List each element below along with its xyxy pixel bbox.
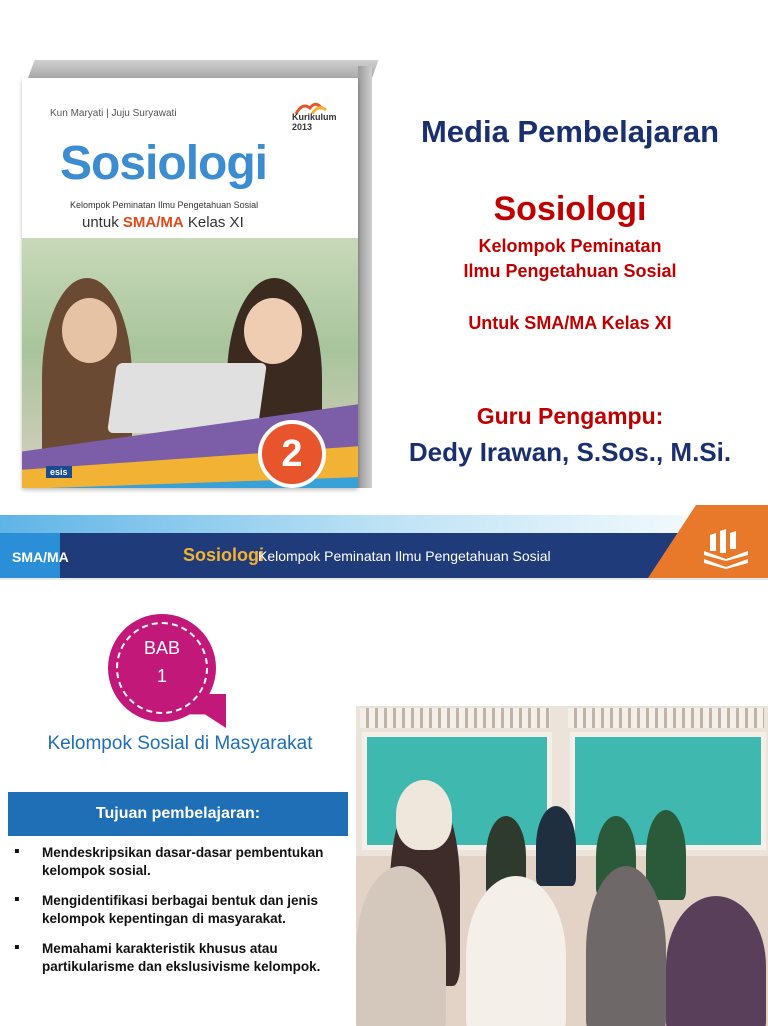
badge-circle: [108, 614, 216, 722]
subject-line-2: Ilmu Pengetahuan Sosial: [463, 261, 677, 281]
objective-item: ▪ Memahami karakteristik khusus atau partikularisme dan ekslusivisme kelompok.: [14, 940, 334, 976]
badge-line-2: 1: [156, 666, 167, 686]
curriculum-logo: [292, 100, 340, 132]
photo-vent: [360, 708, 550, 728]
chapter-badge: [108, 614, 222, 726]
classroom-photo: [356, 706, 768, 1026]
chapter-title: Kelompok Sosial di Masyarakat: [47, 733, 313, 754]
subject-line-3: Untuk SMA/MA Kelas XI: [468, 313, 672, 333]
teacher-hijab: [396, 780, 452, 850]
footer-description: Kelompok Peminatan Ilmu Pengetahuan Sosial: [258, 548, 551, 564]
volume-badge: 2: [258, 420, 326, 488]
book-authors: Kun Maryati | Juju Suryawati: [50, 108, 177, 119]
student-face: [244, 298, 302, 364]
book-front-cover: [22, 78, 358, 488]
book-top-edge: [28, 60, 379, 78]
objectives-heading: Tujuan pembelajaran:: [8, 792, 348, 836]
badge-text: [108, 634, 216, 690]
photo-vent: [568, 708, 764, 728]
photo-window: [362, 732, 552, 850]
student-face: [62, 298, 117, 363]
footer-level: SMA/MA: [12, 549, 69, 565]
book-class-suffix: Kelas XI: [183, 214, 244, 231]
subject-line-1: Kelompok Peminatan: [478, 236, 662, 256]
book-subtitle: Kelompok Peminatan Ilmu Pengetahuan Sosial: [70, 200, 259, 210]
objective-item: ▪ Mendeskripsikan dasar-dasar pembentukan kelompok sosial.: [14, 844, 334, 880]
student-hijab: [586, 866, 666, 1026]
subject-title: Sosiologi: [493, 190, 647, 228]
book-class-highlight: SMA/MA: [122, 214, 184, 231]
student-hijab: [466, 876, 566, 1026]
book-class-prefix: untuk: [82, 214, 123, 231]
book-class: [82, 214, 244, 231]
book-spine: [358, 66, 372, 488]
teacher-name: Dedy Irawan, S.Sos., M.Si.: [408, 437, 732, 467]
publisher-logo: esis: [46, 466, 72, 478]
slide-heading: Media Pembelajaran: [420, 114, 720, 149]
book-title: Sosiologi: [60, 137, 267, 190]
student-hijab: [356, 866, 446, 1026]
footer-banner: [0, 505, 768, 578]
curriculum-label: Kurikulum 2013: [292, 112, 337, 132]
teacher-label: Guru Pengampu:: [476, 403, 664, 429]
badge-line-1: BAB: [143, 638, 181, 658]
objectives-list: [14, 844, 334, 988]
footer-subject: Sosiologi: [183, 545, 264, 565]
books-icon: [700, 529, 752, 569]
book-cover-image: [22, 60, 372, 490]
objective-item: ▪ Mengidentifikasi berbagai bentuk dan jenis kelompok kepentingan di masyarakat.: [14, 892, 334, 928]
student-figure: [536, 806, 576, 886]
student-hijab: [666, 896, 766, 1026]
chapter-slide: [0, 578, 768, 1026]
footer-stripe: [0, 515, 768, 535]
